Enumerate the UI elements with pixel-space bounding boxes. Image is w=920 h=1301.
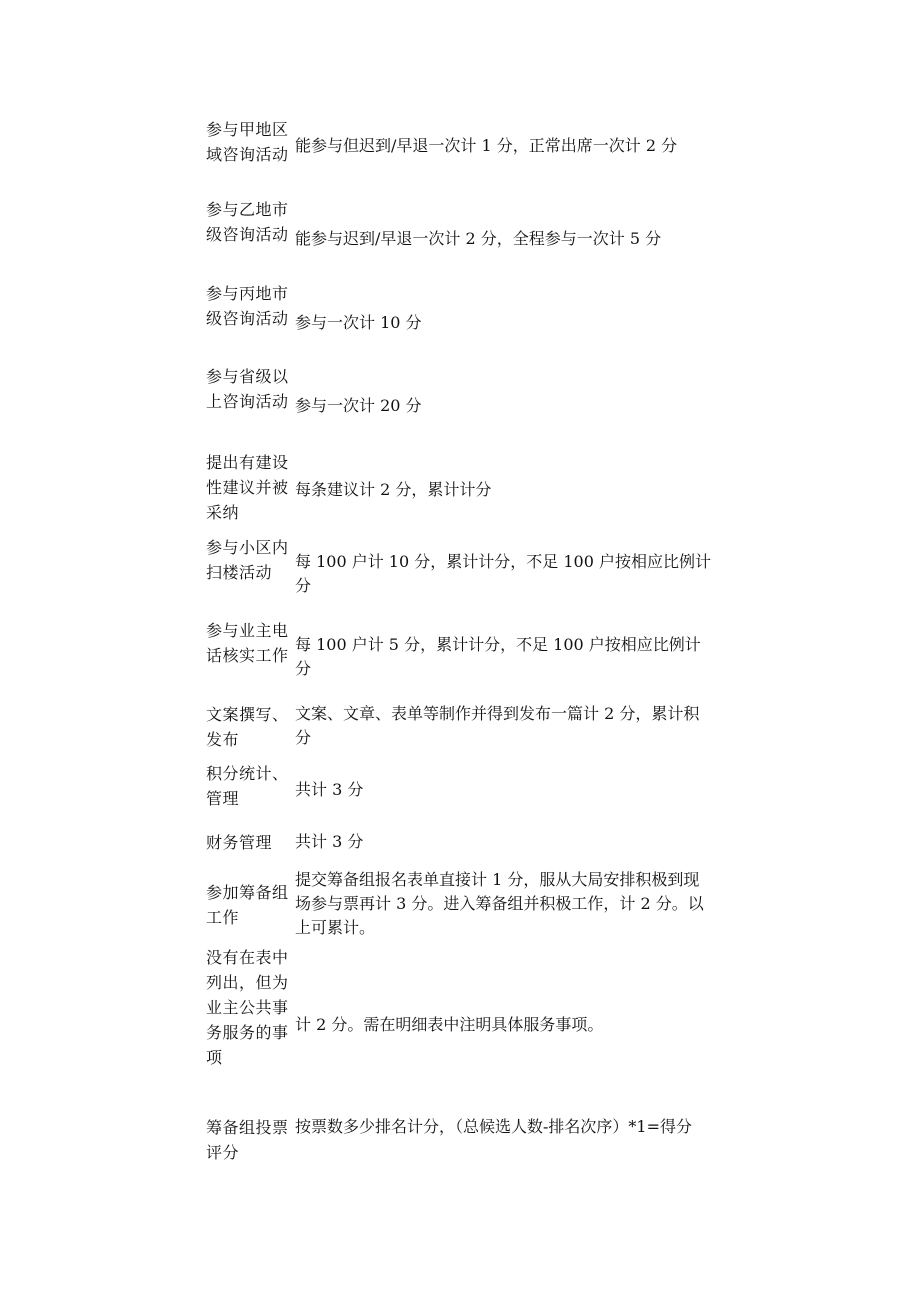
row-label: 没有在表中列出，但为业主公共事务服务的事项: [206, 948, 289, 1067]
row-label: 参与小区内扫楼活动: [206, 538, 289, 582]
row-description: 计 2 分。需在明细表中注明具体服务事项。: [295, 1015, 604, 1034]
row-description: 提交筹备组报名表单直接计 1 分，服从大局安排积极到现场参与票再计 3 分。进入筹备组并积极工作，计 2 分。以上可累计。: [295, 870, 704, 937]
row-label: 文案撰写、发布: [206, 705, 289, 749]
row-description: 按票数多少排名计分，（总候选人数-排名次序）*1=得分: [295, 1117, 692, 1136]
row-description: 共计 3 分: [295, 832, 364, 851]
row-label: 积分统计、管理: [206, 764, 289, 808]
row-label: 提出有建设性建议并被采纳: [206, 453, 289, 522]
row-label: 参与丙地市级咨询活动: [206, 284, 289, 328]
row-description: 共计 3 分: [295, 780, 364, 799]
row-label: 参与乙地市级咨询活动: [206, 200, 289, 244]
row-description: 文案、文章、表单等制作并得到发布一篇计 2 分，累计积分: [295, 704, 700, 747]
row-description: 每条建议计 2 分，累计计分: [295, 480, 492, 499]
row-description: 每 100 户计 5 分，累计计分，不足 100 户按相应比例计分: [295, 635, 701, 678]
row-description: 能参与但迟到/早退一次计 1 分，正常出席一次计 2 分: [295, 136, 678, 155]
row-description: 每 100 户计 10 分，累计计分，不足 100 户按相应比例计分: [295, 552, 711, 595]
row-description: 能参与迟到/早退一次计 2 分，全程参与一次计 5 分: [295, 229, 662, 248]
row-label: 参与甲地区域咨询活动: [206, 120, 289, 164]
row-label: 财务管理: [206, 833, 273, 852]
row-description: 参与一次计 10 分: [295, 313, 422, 332]
row-label: 参与业主电话核实工作: [206, 621, 289, 665]
row-label: 参加筹备组工作: [206, 883, 289, 927]
row-label: 参与省级以上咨询活动: [206, 367, 289, 411]
row-label: 筹备组投票评分: [206, 1118, 289, 1162]
row-description: 参与一次计 20 分: [295, 396, 422, 415]
